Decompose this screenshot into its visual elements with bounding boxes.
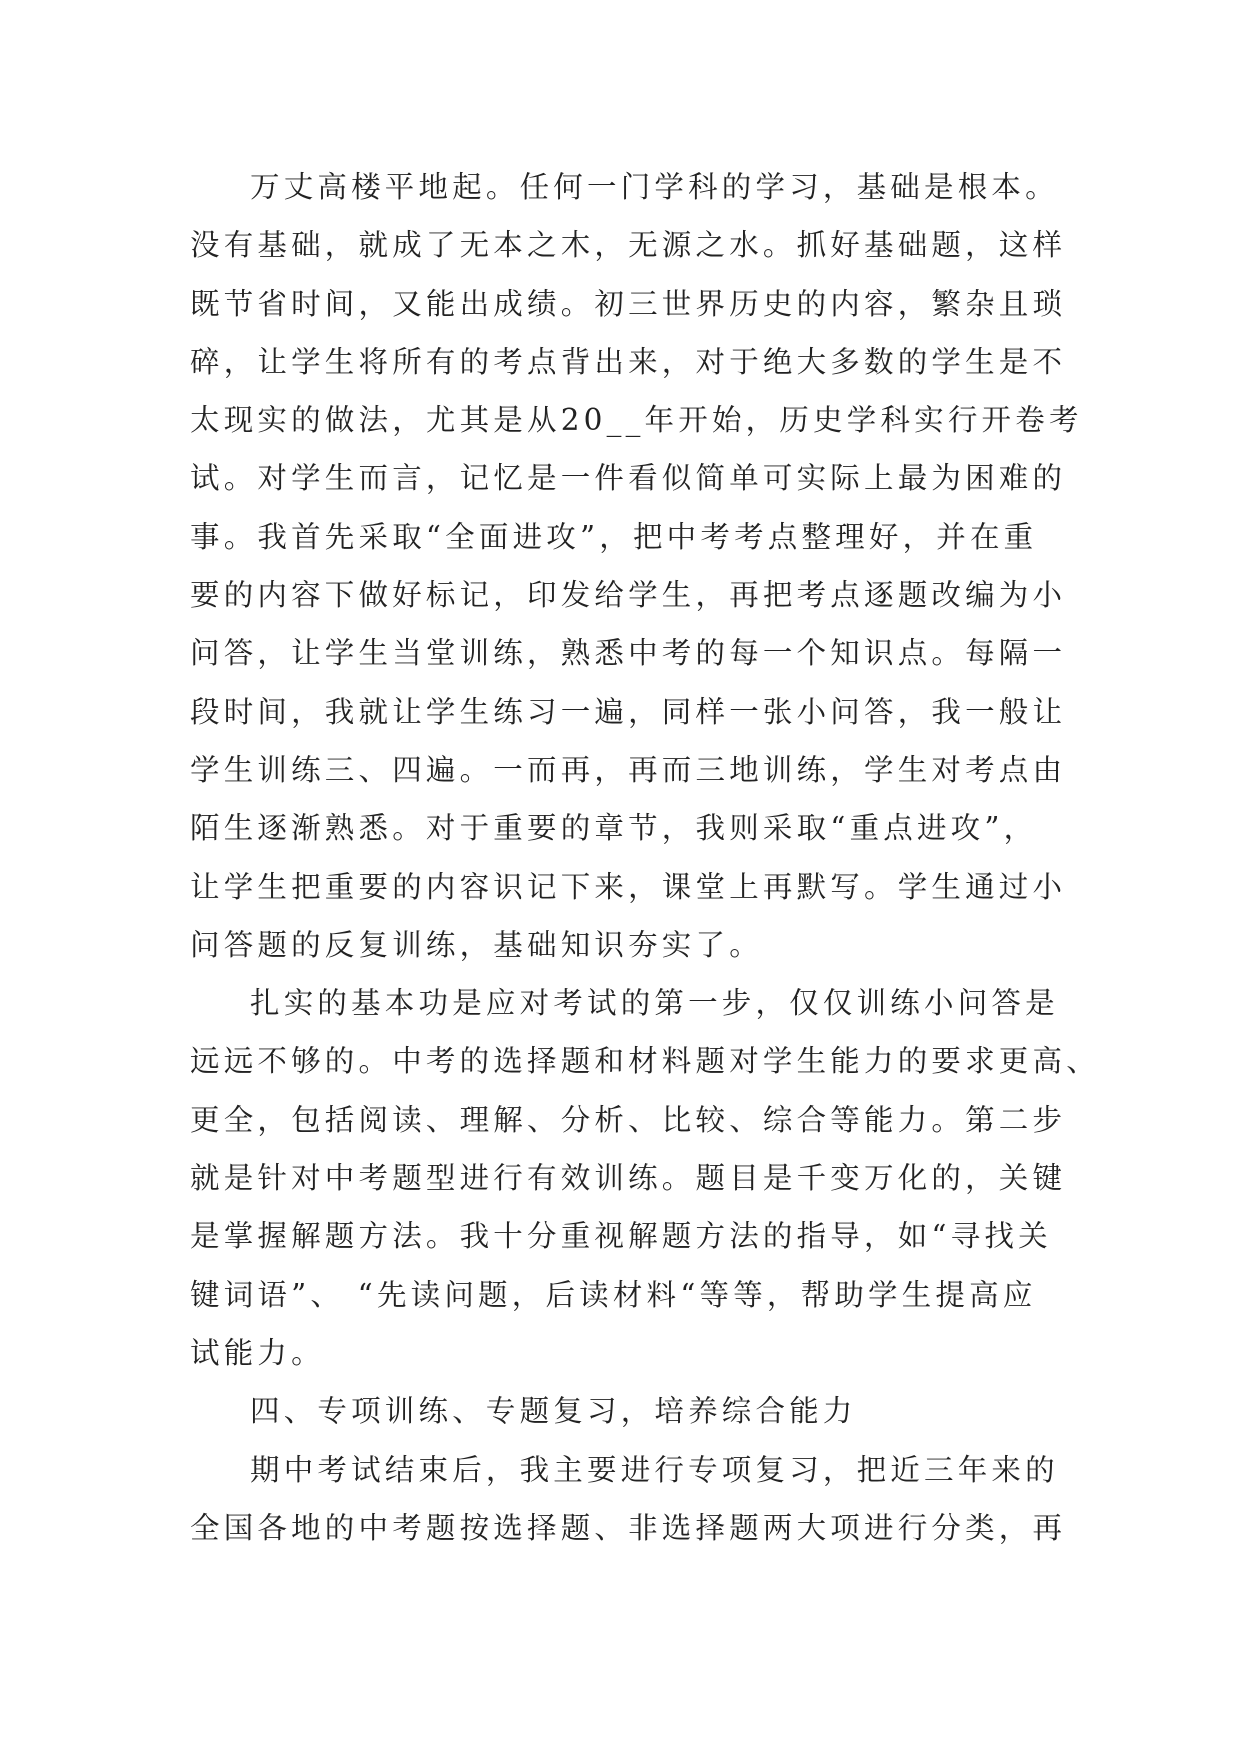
text-line: 学生训练三、四遍。一而再，再而三地训练，学生对考点由 bbox=[190, 752, 1067, 787]
section-heading bbox=[190, 1382, 1060, 1440]
text-line: 陌生逐渐熟悉。对于重要的章节，我则采取“重点进攻”， bbox=[190, 811, 1038, 846]
paragraph-foundation bbox=[190, 158, 1083, 974]
text-line: 期中考试结束后，我主要进行专项复习，把近三年来的 bbox=[250, 1452, 1059, 1487]
text-line: 碎，让学生将所有的考点背出来，对于绝大多数的学生是不 bbox=[190, 344, 1067, 379]
text-line: 段时间，我就让学生练习一遍，同样一张小问答，我一般让 bbox=[190, 694, 1067, 729]
text-line: 既节省时间，又能出成绩。初三世界历史的内容，繁杂且琐 bbox=[190, 286, 1067, 321]
text-line: 全国各地的中考题按选择题、非选择题两大项进行分类，再 bbox=[190, 1510, 1067, 1545]
text-line: 试能力。 bbox=[190, 1335, 325, 1370]
text-line: 问答，让学生当堂训练，熟悉中考的每一个知识点。每隔一 bbox=[190, 636, 1067, 671]
text-line: 就是针对中考题型进行有效训练。题目是千变万化的，关键 bbox=[190, 1161, 1067, 1196]
text-line: 更全，包括阅读、理解、分析、比较、综合等能力。第二步 bbox=[190, 1102, 1067, 1137]
paragraph-review bbox=[190, 1441, 1067, 1558]
text-line: 键词语”、 “先读问题，后读材料“等等，帮助学生提高应 bbox=[190, 1277, 1037, 1312]
text-line: 事。我首先采取“全面进攻”，把中考考点整理好，并在重 bbox=[190, 519, 1038, 554]
text-line: 远远不够的。中考的选择题和材料题对学生能力的要求更高、 bbox=[190, 1044, 1100, 1079]
text-line: 让学生把重要的内容识记下来，课堂上再默写。学生通过小 bbox=[190, 869, 1067, 904]
text-line: 问答题的反复训练，基础知识夯实了。 bbox=[190, 927, 763, 962]
text-line: 万丈高楼平地起。任何一门学科的学习，基础是根本。 bbox=[250, 170, 1059, 204]
document-body bbox=[190, 158, 1100, 1557]
text-line: 没有基础，就成了无本之木，无源之水。抓好基础题，这样 bbox=[190, 228, 1067, 263]
text-line: 是掌握解题方法。我十分重视解题方法的指导，如“寻找关 bbox=[190, 1219, 1052, 1254]
text-line: 要的内容下做好标记，印发给学生，再把考点逐题改编为小 bbox=[190, 578, 1067, 613]
section-heading-text: 四、专项训练、专题复习，培养综合能力 bbox=[250, 1394, 857, 1429]
text-line: 太现实的做法，尤其是从20__年开始，历史学科实行开卷考 bbox=[190, 403, 1083, 438]
paragraph-methods bbox=[190, 974, 1100, 1382]
text-line: 扎实的基本功是应对考试的第一步，仅仅训练小问答是 bbox=[250, 986, 1059, 1021]
text-line: 试。对学生而言，记忆是一件看似简单可实际上最为困难的 bbox=[190, 461, 1067, 496]
